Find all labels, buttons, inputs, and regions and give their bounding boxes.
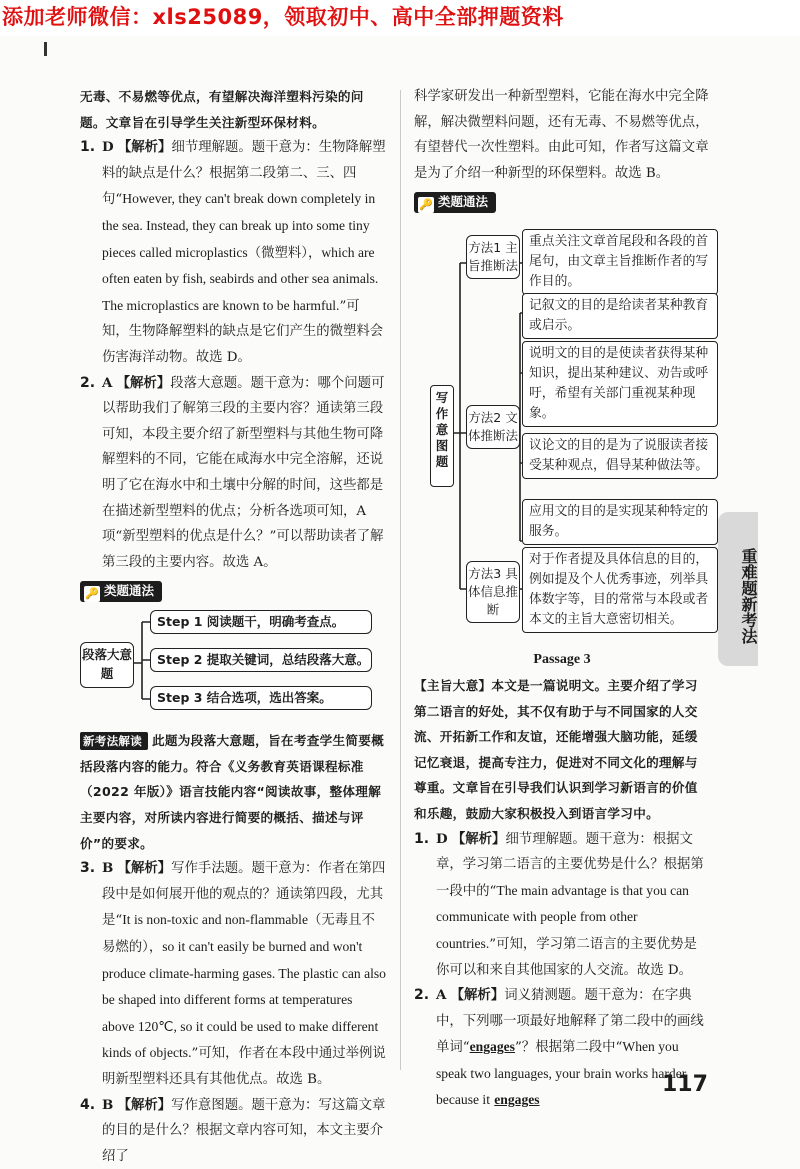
page-number: 117 — [662, 1072, 708, 1097]
answer-item-2 — [80, 371, 386, 576]
underlined-word: engages — [469, 1039, 515, 1055]
method-3-detail: 对于作者提及具体信息的目的，例如提及个人优秀事迹，列举具体数字等，目的常常与本段或者本文的主旨大意密切相关。 — [522, 547, 718, 633]
method-1-detail: 重点关注文章首尾段和各段的首尾句，由文章主旨推断作者的写作目的。 — [522, 229, 718, 295]
quote-en: However, they can't break down completely in the sea. Instead, they can break up into some tiny pieces called microplastics — [102, 191, 376, 260]
main-idea — [414, 673, 710, 827]
item-number: 2. — [80, 374, 96, 391]
item-number: 3. — [80, 860, 96, 877]
main-idea-tag: 【主旨大意】 — [414, 677, 492, 693]
writing-intent-mindmap — [414, 221, 710, 641]
analysis-text: ”可知，学习第二语言的主要优势是你可以和来自其他国家的人交流。故选 D。 — [436, 936, 697, 978]
answer-letter: A — [436, 987, 447, 1004]
left-column — [80, 84, 386, 1169]
analysis-text: 词义猜测题。题干意为：在字典中，下列哪一项最好地解释了第二段中的画线单词“ — [436, 988, 704, 1056]
mindmap-root: 写作意图题 — [430, 385, 454, 487]
item-number: 2. — [414, 987, 430, 1004]
key-icon: 🔑 — [419, 198, 433, 212]
right-column — [414, 84, 710, 1114]
mindmap-step-2: Step 2 提取关键词，总结段落大意。 — [150, 648, 372, 672]
passage-heading: Passage 3 — [533, 652, 591, 668]
answer-letter: D — [436, 830, 448, 847]
analysis-text: 细节理解题。题干意为：生物降解塑料的缺点是什么？根据第二段第二、三、四句“ — [102, 140, 386, 208]
quote-en: The main advantage is that you can communicate with people from other countries. — [436, 882, 689, 951]
analysis-tag: 【解析】 — [116, 374, 171, 391]
mindmap-root: 段落大意题 — [80, 642, 134, 688]
mindmap-step-1: Step 1 阅读题干，明确考查点。 — [150, 610, 372, 634]
page-mark — [44, 42, 47, 56]
method-2-detail-narrative: 记叙文的目的是给读者某种教育或启示。 — [522, 293, 718, 339]
analysis-tag: 【解析】 — [451, 830, 506, 847]
analysis-text: 写作意图题。题干意为：写这篇文章的目的是什么？根据文章内容可知，本文主要介绍了 — [102, 1097, 386, 1164]
section-side-tab: 重难题新考法 — [718, 512, 758, 666]
item-number: 1. — [80, 139, 96, 156]
analysis-text: 段落大意题。题干意为：哪个问题可以帮助我们了解第三段的主要内容？通读第三段可知，本段主要介绍了新型塑料与其他生物可降解塑料的不同，它能在咸海水中完全溶解，还说明了它在海水中和土壤中分解的时间，这些都是在描述新型塑料的优点；分析各选项可知，A 项“新型塑料的优点是什么？”可以帮助读者了解第三段的主要内容。故选 A。 — [102, 375, 385, 570]
badge-label: 类题通法 — [438, 194, 489, 210]
mindmap-step-3: Step 3 结合选项，选出答案。 — [150, 686, 372, 710]
method-3-box: 方法3 具体信息推断 — [466, 561, 520, 623]
method-2-detail-argumentative: 议论文的目的是为了说服读者接受某种观点，倡导某种做法等。 — [522, 433, 718, 479]
quote-en: so it can't easily be burned and won't produce climate-harming gases. The plastic can also be shaped into different forms at temperatures above 120℃, so it could be used to make different kinds of objects. — [102, 939, 386, 1061]
answer-item-3 — [80, 856, 386, 1092]
method-2-detail-expository: 说明文的目的是使读者获得某种知识，提出某种建议、劝告或呼吁，希望有关部门重视某种现象。 — [522, 341, 718, 427]
answer-letter: B — [102, 1096, 114, 1113]
new-exam-note — [80, 728, 386, 856]
analysis-text: ”可知，生物降解塑料的缺点是它们产生的微塑料会伤害海洋动物。故选 D。 — [102, 298, 384, 365]
answer-item-p3-1 — [414, 827, 710, 984]
intro-text: 无毒、不易燃等优点，有望解决海洋塑料污染的问题。文章旨在引导学生关注新型环保材料。 — [80, 89, 364, 130]
note-text: 此题为段落大意题，旨在考查学生简要概括段落内容的能力。符合《义务教育英语课程标准（2022 年版）》语言技能内容“阅读故事，整体理解主要内容，对所读内容进行简要的概括、描述与评价”的要求。 — [80, 733, 385, 851]
quote-en: which are often eaten by fish, seabirds and other sea animals. The microplastics are known to be harmful. — [102, 244, 379, 313]
analysis-tag: 【解析】 — [450, 987, 505, 1004]
answer-item-4 — [80, 1093, 386, 1169]
analysis-text: ”可知，作者在本段中通过举例说明新型塑料还具有其他优点。故选 B。 — [102, 1046, 386, 1087]
column-divider — [400, 90, 401, 1070]
analysis-text: ”？根据第二段中“ — [514, 1040, 623, 1056]
quote-en: It is non-toxic and non-flammable — [122, 912, 308, 928]
paragraph-idea-mindmap — [80, 608, 380, 720]
badge-label: 类题通法 — [104, 583, 155, 599]
item-number: 4. — [80, 1096, 96, 1113]
analysis-tag: 【解析】 — [117, 860, 172, 877]
method-badge — [414, 192, 496, 213]
key-icon: 🔑 — [85, 587, 99, 601]
analysis-text: 写作手法题。题干意为：作者在第四段中是如何展开他的观点的？通读第四段，尤其是“ — [102, 861, 386, 929]
quote-cn: （无毒且不易燃的）， — [102, 913, 375, 956]
continued-analysis: 科学家研发出一种新型塑料，它能在海水中完全降解，解决微塑料问题，还有无毒、不易燃等优点，有望替代一次性塑料。由此可知，作者写这篇文章是为了介绍一种新型的环保塑料。故选 B。 — [414, 89, 709, 181]
analysis-tag: 【解析】 — [117, 139, 172, 156]
item-number: 1. — [414, 830, 430, 847]
quote-en: When you speak two languages, your brain works harder because it — [436, 1039, 687, 1108]
main-idea-text: 本文是一篇说明文。主要介绍了学习第二语言的好处，其不仅有助于与不同国家的人交流、开拓新工作和友谊，还能增强大脑功能，延缓记忆衰退，提高专注力，促进对不同文化的理解与尊重。文章旨在引导我们认识到学习新语言的价值和乐趣，鼓励大家积极投入到语言学习中。 — [414, 677, 698, 821]
method-badge — [80, 581, 162, 602]
note-badge: 新考法解读 — [80, 732, 148, 750]
underlined-word: engages — [494, 1092, 540, 1108]
quote-cn: （微塑料）， — [247, 245, 322, 261]
answer-letter: B — [102, 860, 114, 877]
method-2-detail-practical: 应用文的目的是实现某种特定的服务。 — [522, 499, 718, 545]
analysis-tag: 【解析】 — [117, 1096, 172, 1113]
answer-item-1 — [80, 135, 386, 370]
method-2-box: 方法2 文体推断法 — [466, 405, 520, 449]
promo-banner: 添加老师微信：xls25089，领取初中、高中全部押题资料 — [0, 0, 800, 36]
analysis-text: 细节理解题。题干意为：根据文章，学习第二语言的主要优势是什么？根据第一段中的“ — [436, 831, 704, 899]
answer-letter: A — [102, 374, 113, 391]
answer-letter: D — [102, 139, 114, 156]
method-1-box: 方法1 主旨推断法 — [466, 235, 520, 279]
